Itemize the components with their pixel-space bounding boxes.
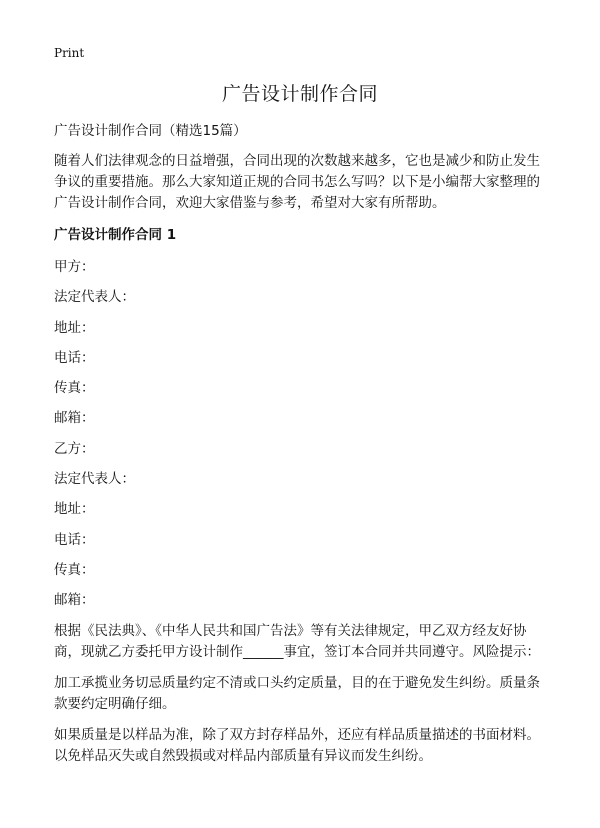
quality-clause-paragraph: 加工承揽业务切忌质量约定不清或口头约定质量，目的在于避免发生纠纷。质量条款要约定明确仔细。	[54, 675, 540, 713]
party-b-address: 地址：	[54, 501, 95, 518]
legal-basis-paragraph	[54, 621, 546, 663]
page-title: 广告设计制作合同	[221, 83, 378, 105]
document-subtitle: 广告设计制作合同（精选15篇）	[54, 123, 247, 139]
print-link[interactable]: Print	[54, 46, 85, 60]
party-a-fax: 传真：	[54, 380, 95, 397]
party-b-fax: 传真：	[54, 561, 95, 578]
document-body	[54, 121, 546, 767]
party-a-label: 甲方：	[54, 259, 95, 275]
blank-line: ______	[243, 644, 284, 661]
legal-basis-text-start: 根据《民法典》、《中华人民共和国广告法》等有关法律规定，甲乙双方经友好协商，现就乙方委托甲方设计制作	[54, 623, 527, 661]
party-b-label: 乙方：	[54, 440, 95, 457]
party-b-phone: 电话：	[54, 531, 95, 548]
legal-basis-text-end: 事宜，签订本合同并共同遵守。风险提示：	[283, 644, 540, 661]
party-a-postcode: 邮箱：	[54, 410, 95, 427]
party-a-address: 地址：	[54, 319, 95, 336]
party-a-representative: 法定代表人：	[54, 289, 135, 306]
party-b-representative: 法定代表人：	[54, 471, 135, 488]
intro-paragraph: 随着人们法律观念的日益增强，合同出现的次数越来越多，它也是减少和防止发生争议的重要措施。那么大家知道正规的合同书怎么写吗？以下是小编帮大家整理的广告设计制作合同，欢迎大家借鉴与参考，希望对大家有所帮助。	[54, 153, 540, 211]
party-a-phone: 电话：	[54, 349, 95, 366]
party-b-postcode: 邮箱：	[54, 592, 95, 609]
section-heading: 广告设计制作合同 1	[54, 227, 177, 243]
sample-clause-paragraph: 如果质量是以样品为准，除了双方封存样品外，还应有样品质量描述的书面材料。以免样品灭失或自然毁损或对样品内部质量有异议而发生纠纷。	[54, 727, 540, 765]
